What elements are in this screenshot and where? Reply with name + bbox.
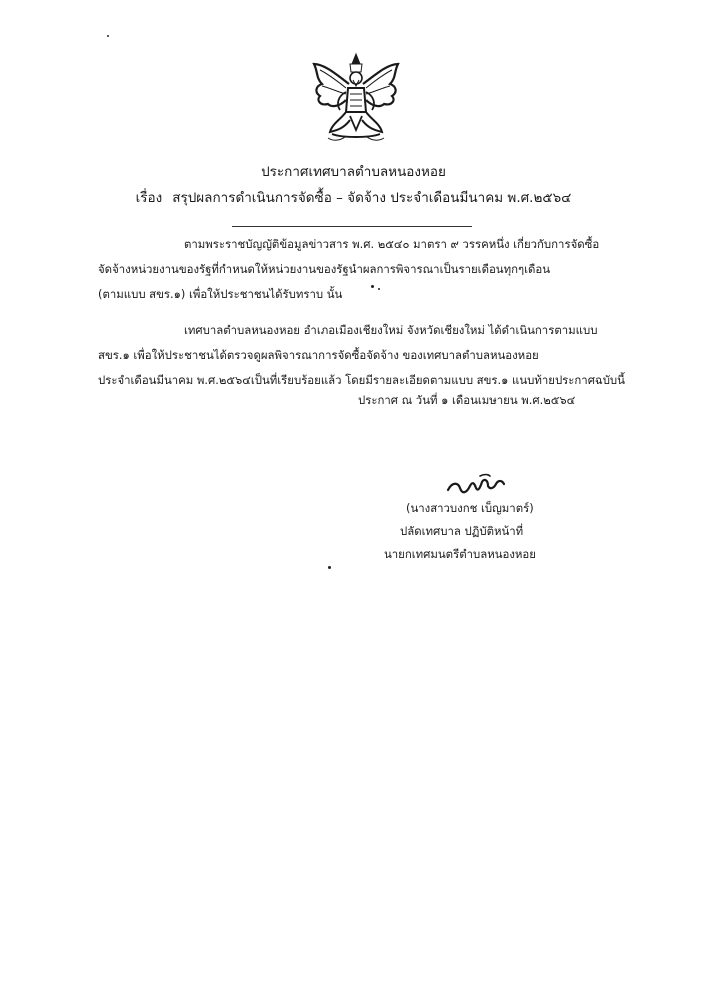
paragraph-1-line-1: ตามพระราชบัญญัติข้อมูลข่าวสาร พ.ศ. ๒๕๔๐ มาตรา ๙ วรรคหนึ่ง เกี่ยวกับการจัดซื้อ bbox=[184, 237, 600, 251]
paragraph-1-line-3: (ตามแบบ สขร.๑) เพื่อให้ประชาชนได้รับทราบ นั้น bbox=[98, 287, 343, 301]
signatory-position-2: นายกเทศมนตรีตำบลหนองหอย bbox=[384, 547, 536, 561]
paragraph-1-line-2: จัดจ้างหน่วยงานของรัฐที่กำหนดให้หน่วยงานของรัฐนำผลการพิจารณาเป็นรายเดือนทุกๆเดือน bbox=[98, 262, 551, 276]
scan-speck bbox=[378, 288, 380, 290]
announcement-subject bbox=[0, 186, 707, 208]
subject-text: สรุปผลการดำเนินการจัดซื้อ – จัดจ้าง ประจำเดือนมีนาคม พ.ศ.๒๕๖๔ bbox=[172, 190, 572, 206]
header-divider bbox=[232, 226, 472, 227]
subject-label: เรื่อง bbox=[135, 190, 163, 206]
paragraph-2-line-1: เทศบาลตำบลหนองหอย อำเภอเมืองเชียงใหม่ จังหวัดเชียงใหม่ ได้ดำเนินการตามแบบ bbox=[184, 323, 598, 337]
announcement-title: ประกาศเทศบาลตำบลหนองหอย bbox=[261, 164, 446, 180]
scan-speck bbox=[371, 285, 374, 288]
paragraph-2-line-2: สขร.๑ เพื่อให้ประชาชนได้ตรวจดูผลพิจารณาการจัดซื้อจัดจ้าง ของเทศบาลตำบลหนองหอย bbox=[98, 348, 539, 362]
announcement-date: ประกาศ ณ วันที่ ๑ เดือนเมษายน พ.ศ.๒๕๖๔ bbox=[358, 393, 576, 407]
paragraph-2-line-3: ประจำเดือนมีนาคม พ.ศ.๒๕๖๔เป็นที่เรียบร้อยแล้ว โดยมีรายละเอียดตามแบบ สขร.๑ แนบท้ายประกาศฉบับนี้ bbox=[98, 373, 625, 387]
signatory-name: (นางสาวบงกช เบ็ญมาตร์) bbox=[406, 501, 534, 515]
scan-speck bbox=[328, 566, 331, 569]
signatory-position-1: ปลัดเทศบาล ปฏิบัติหน้าที่ bbox=[400, 524, 524, 538]
garuda-emblem-icon bbox=[306, 50, 406, 150]
scan-speck bbox=[107, 35, 109, 37]
paragraph-2 bbox=[98, 318, 638, 393]
handwritten-signature-icon bbox=[444, 468, 514, 500]
paragraph-1 bbox=[98, 232, 638, 307]
